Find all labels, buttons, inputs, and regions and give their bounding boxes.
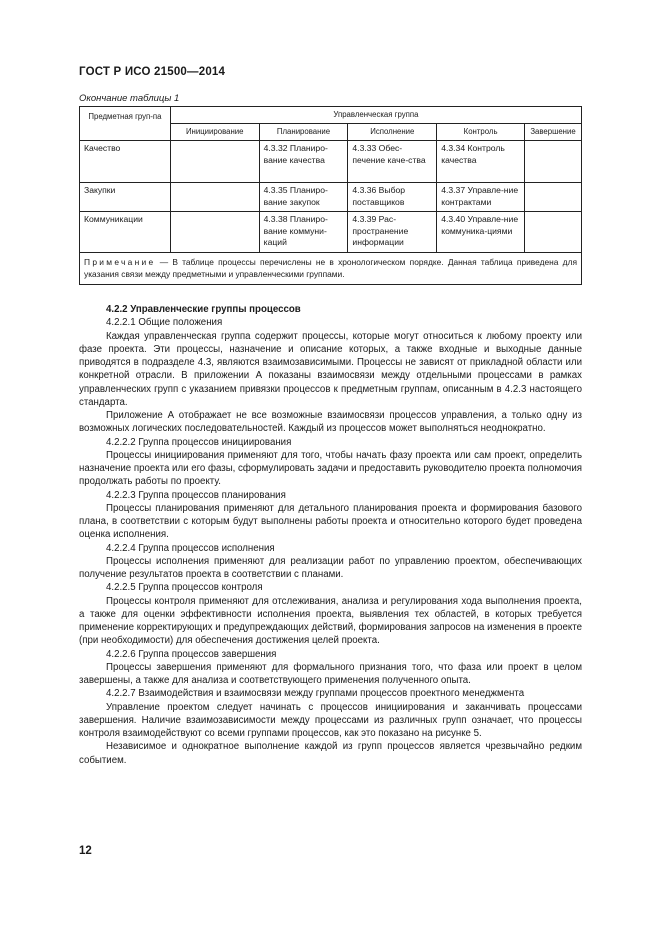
paragraph: Независимое и однократное выполнение каждой из групп процессов является чрезвычайно редким событием. (79, 741, 582, 766)
row-subject: Коммуникации (80, 212, 171, 253)
subsection-heading: 4.2.2.2 Группа процессов инициирования (106, 436, 292, 448)
paragraph: Процессы контроля применяют для отслеживания, анализа и регулирования хода выполнения проекта, а также для оценки эффективности исполнения проекта, выявления тех областей, в которых требуется применение корректирующих и предупреждающих действий, формирования запросов на изменения в проекте (при необходимости) для обеспечения достижения целей проекта. (79, 595, 582, 647)
cell-closing (525, 141, 582, 183)
cell-closing (525, 183, 582, 212)
cell-initiating (170, 183, 259, 212)
process-table (79, 106, 582, 285)
subheader-controlling: Контроль (437, 124, 525, 141)
subsection-heading: 4.2.2.7 Взаимодействия и взаимосвязи между группами процессов проектного менеджмента (106, 688, 525, 700)
subsection-heading: 4.2.2.1 Общие положения (106, 317, 223, 329)
cell-planning: 4.3.32 Планиро-вание качества (259, 141, 348, 183)
row-subject: Закупки (80, 183, 171, 212)
body-text (79, 303, 582, 767)
cell-planning: 4.3.38 Планиро-вание коммуни-каций (259, 212, 348, 253)
table-row (80, 141, 582, 183)
table-row (80, 183, 582, 212)
row-subject: Качество (80, 141, 171, 183)
document-header: ГОСТ Р ИСО 21500—2014 (79, 66, 226, 78)
subheader-closing: Завершение (525, 124, 582, 141)
table-header-row (80, 107, 582, 124)
page-number: 12 (79, 845, 92, 857)
paragraph: Каждая управленческая группа содержит процессы, которые могут относиться к любому проекту или фазе проекта. Эти процессы, назначение и описание которых, а также входные и выходные данные приводятся в подразделе 4.3, являются взаимозависимыми. Процессы не зависят от прикладной области или конкретной отрасли. В приложении А показаны взаимосвязи между отдельными процессами в рамках управленческих групп с указанием привязки процессов к предметным группам, описанным в 4.2.3 настоящего стандарта. (79, 330, 582, 408)
table-row (80, 212, 582, 253)
note-text: — В таблице процессы перечислены не в хронологическом порядке. Данная таблица приведена для указания связи между предметными и управленческими группами. (84, 257, 577, 279)
subheader-planning: Планирование (259, 124, 348, 141)
table-note (80, 253, 582, 285)
cell-initiating (170, 212, 259, 253)
paragraph: Процессы планирования применяют для детального планирования проекта и формирования базового плана, в соответствии с которым будут выполнены работы проекта и относительно которого будет проведена оценка исполнения. (79, 502, 582, 541)
cell-closing (525, 212, 582, 253)
table-note-row (80, 253, 582, 285)
paragraph: Процессы инициирования применяют для того, чтобы начать фазу проекта или сам проект, определить назначение проекта или его фазы, сформулировать задачи и предоставить руководителю проекта полномочия продолжать работы по проекту. (79, 449, 582, 488)
subheader-initiating: Инициирование (170, 124, 259, 141)
cell-controlling: 4.3.40 Управле-ние коммуника-циями (437, 212, 525, 253)
management-group-header: Управленческая группа (170, 107, 581, 124)
subsection-heading: 4.2.2.6 Группа процессов завершения (106, 648, 277, 660)
paragraph: Процессы исполнения применяют для реализации работ по управлению проектом, обеспечивающих получение результатов проекта в соответствии с планами. (79, 555, 582, 580)
paragraph: Приложение А отображает не все возможные взаимосвязи процессов управления, а только одну из возможных логических последовательностей. Каждый из процессов может выполняться неоднократно. (79, 410, 582, 435)
cell-executing: 4.3.33 Обес-печение каче-ства (348, 141, 437, 183)
cell-planning: 4.3.35 Планиро-вание закупок (259, 183, 348, 212)
cell-executing: 4.3.39 Рас-пространение информации (348, 212, 437, 253)
subject-group-header: Предметная груп-па (80, 107, 171, 141)
subsection-heading: 4.2.2.3 Группа процессов планирования (106, 489, 286, 501)
cell-executing: 4.3.36 Выбор поставщиков (348, 183, 437, 212)
paragraph: Управление проектом следует начинать с процессов инициирования и заканчивать процессами завершения. Наличие взаимозависимости между процессами из различных групп означает, что процессы контроля взаимодействуют со всеми группами процессов, как это показано на рисунке 5. (79, 701, 582, 739)
cell-controlling: 4.3.37 Управле-ние контрактами (437, 183, 525, 212)
subsection-heading: 4.2.2.4 Группа процессов исполнения (106, 542, 275, 554)
paragraph: Процессы завершения применяют для формального признания того, что фаза или проект в целом завершены, а также для анализа и соответствующего применения полученного опыта. (79, 661, 582, 686)
subheader-executing: Исполнение (348, 124, 437, 141)
section-heading: 4.2.2 Управленческие группы процессов (106, 304, 301, 315)
subsection-heading: 4.2.2.5 Группа процессов контроля (106, 582, 263, 594)
table-caption: Окончание таблицы 1 (79, 93, 180, 104)
cell-controlling: 4.3.34 Контроль качества (437, 141, 525, 183)
cell-initiating (170, 141, 259, 183)
note-lead: Примечание (84, 257, 156, 267)
